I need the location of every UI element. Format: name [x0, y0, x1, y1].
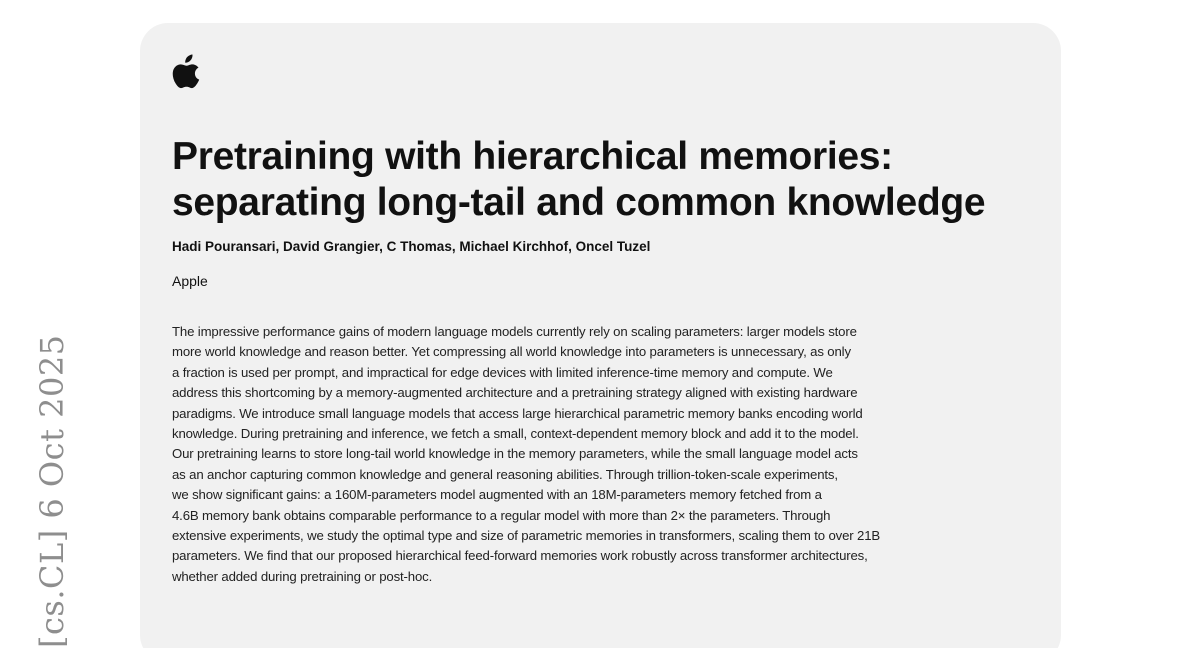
- abstract-line: 4.6B memory bank obtains comparable performance to a regular model with more than 2× the parameters. Through: [172, 507, 831, 523]
- author-list: Hadi Pouransari, David Grangier, C Thomas, Michael Kirchhof, Oncel Tuzel: [172, 239, 651, 254]
- abstract-line: whether added during pretraining or post-hoc.: [172, 568, 433, 584]
- abstract-line: as an anchor capturing common knowledge and general reasoning abilities. Through trillion-token-scale experiments,: [172, 466, 838, 482]
- apple-logo-icon: [172, 54, 200, 90]
- arxiv-side-identifier: [cs.CL] 6 Oct 2025: [33, 334, 71, 648]
- abstract-line: Our pretraining learns to store long-tail world knowledge in the memory parameters, while the small language model acts: [172, 446, 858, 462]
- abstract-line: parameters. We find that our proposed hierarchical feed-forward memories work robustly across transformer architectures,: [172, 548, 868, 564]
- abstract-line: address this shortcoming by a memory-augmented architecture and a pretraining strategy aligned with existing hardware: [172, 385, 858, 401]
- abstract-line: we show significant gains: a 160M-parameters model augmented with an 18M-parameters memory fetched from a: [172, 487, 822, 503]
- abstract: [172, 322, 1032, 587]
- affiliation: Apple: [172, 273, 208, 289]
- title-line: separating long-tail and common knowledge: [172, 181, 986, 224]
- abstract-line: extensive experiments, we study the optimal type and size of parametric memories in transformers, scaling them to over 21B: [172, 528, 881, 544]
- abstract-line: The impressive performance gains of modern language models currently rely on scaling parameters: larger models store: [172, 324, 857, 339]
- abstract-line: more world knowledge and reason better. Yet compressing all world knowledge into parameters is unnecessary, as only: [172, 344, 851, 360]
- abstract-line: a fraction is used per prompt, and impractical for edge devices with limited inference-time memory and compute. We: [172, 364, 833, 380]
- abstract-line: paradigms. We introduce small language models that access large hierarchical parametric memory banks encoding world: [172, 405, 863, 421]
- title-line: Pretraining with hierarchical memories:: [172, 135, 893, 178]
- paper-title: [172, 134, 1052, 226]
- abstract-line: knowledge. During pretraining and inference, we fetch a small, context-dependent memory block and add it to the model.: [172, 426, 859, 442]
